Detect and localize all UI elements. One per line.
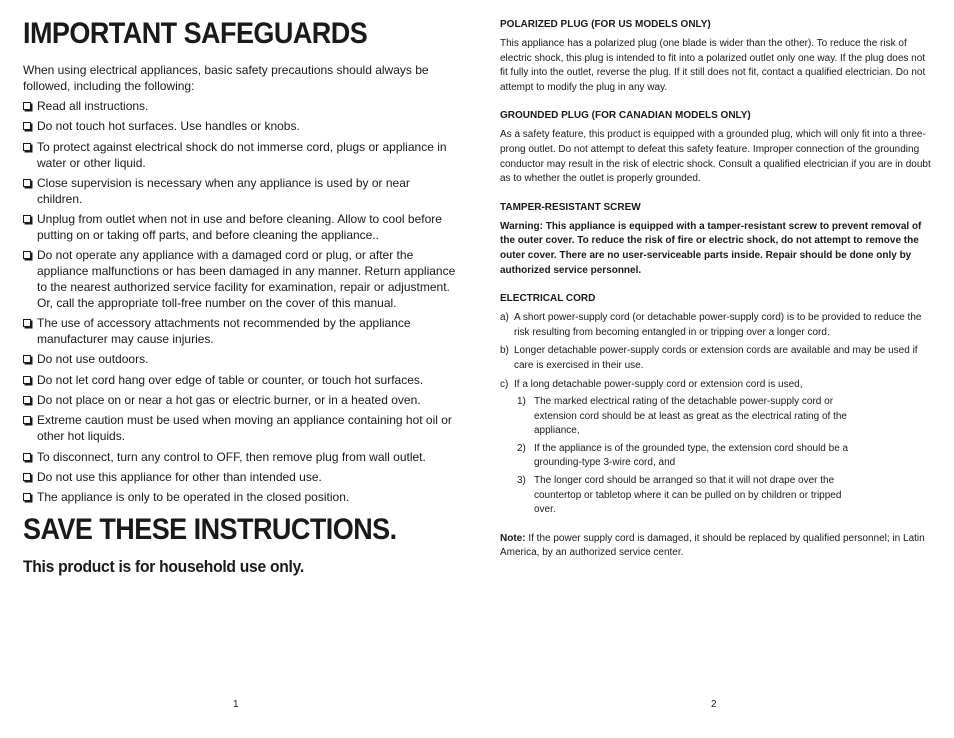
safeguard-text: The use of accessory attachments not recommended by the appliance manufacturer may cause injuries.	[37, 316, 411, 346]
section-heading: GROUNDED PLUG (FOR CANADIAN MODELS ONLY)	[500, 110, 751, 122]
safeguard-text: Close supervision is necessary when any appliance is used by or near children.	[37, 175, 410, 206]
grounded-plug-section	[500, 109, 935, 186]
cord-sub-item	[517, 474, 859, 518]
list-item-text: If the appliance is of the grounded type, the extension cord should be a grounding-type 3-wire cord, and	[534, 442, 849, 469]
safeguard-item	[23, 393, 457, 409]
safeguard-text: Do not operate any appliance with a damaged cord or plug, or after the appliance malfunctions or has been damaged in any manner. Return appliance to the nearest authorized service facility for examination, repair or adjustment. Or, call the appropriate toll-free number on the cover of this manual.	[37, 248, 456, 310]
save-instructions-heading: SAVE THESE INSTRUCTIONS.	[23, 513, 397, 546]
safeguard-text: Unplug from outlet when not in use and before cleaning. Allow to cool before putting on or taking off parts, and before cleaning the appliance..	[37, 212, 442, 242]
list-marker: a)	[500, 312, 509, 324]
safeguard-text: Do not touch hot surfaces. Use handles or knobs.	[37, 119, 300, 134]
section-body: This appliance has a polarized plug (one blade is wider than the other). To reduce the risk of electric shock, this plug is intended to fit into a polarized outlet only one way. If the plug does not fit fully into the outlet, reverse the plug. If it still does not fit, contact a qualified electrician. Do not attempt to modify the plug in any way.	[500, 38, 926, 93]
checkbox-icon	[23, 376, 31, 384]
list-item-text: A short power-supply cord (or detachable power-supply cord) is to be provided to reduce the risk resulting from becoming entangled in or tripping over a longer cord.	[514, 312, 922, 338]
section-body: As a safety feature, this product is equipped with a grounded plug, which will only fit into a three-prong outlet. Do not attempt to defeat this safety feature. Improper connection of the grounding conductor may result in the risk of electric shock. Consult a qualified electrician if you are in doubt as to whether the outlet is properly grounded.	[500, 129, 931, 185]
right-page	[477, 0, 954, 738]
cord-sub-list	[514, 395, 859, 518]
safeguard-item	[23, 176, 457, 208]
safeguard-text: To protect against electrical shock do not immerse cord, plugs or appliance in water or other liquid.	[37, 139, 447, 170]
safeguard-text: Do not place on or near a hot gas or electric burner, or in a heated oven.	[37, 393, 421, 408]
safeguard-item	[23, 373, 457, 389]
section-heading: TAMPER-RESISTANT SCREW	[500, 201, 641, 213]
safeguard-text: Extreme caution must be used when moving an appliance containing hot oil or other hot liquids.	[37, 413, 452, 444]
list-item-text: If a long detachable power-supply cord or extension cord is used,	[514, 378, 803, 390]
list-marker: c)	[500, 378, 509, 390]
safeguard-item	[23, 470, 457, 486]
safeguard-item	[23, 212, 457, 244]
power-cord-note	[500, 532, 935, 561]
cord-sub-item	[517, 442, 859, 471]
list-item-text: The marked electrical rating of the detachable power-supply cord or extension cord should be at least as great as the electrical rating of the appliance,	[534, 396, 847, 437]
checkbox-icon	[23, 355, 31, 363]
note-text: If the power supply cord is damaged, it should be replaced by qualified personnel; in Latin America, by an authorized service center.	[500, 532, 925, 559]
checkbox-icon	[23, 179, 31, 187]
safeguard-text: The appliance is only to be operated in the closed position.	[37, 490, 350, 505]
checkbox-icon	[23, 215, 31, 223]
list-item-text: Longer detachable power-supply cords or extension cords are available and may be used if care is exercised in their use.	[514, 345, 918, 371]
electrical-cord-section	[500, 292, 935, 518]
household-use-note: This product is for household use only.	[23, 557, 304, 576]
page-title: IMPORTANT SAFEGUARDS	[23, 17, 368, 50]
cord-list-item	[500, 344, 935, 373]
safeguard-item	[23, 140, 457, 172]
list-item-text: The longer cord should be arranged so that it will not drape over the countertop or tabletop where it can be pulled on by children or tripped over.	[534, 475, 842, 516]
safeguard-list	[23, 99, 457, 511]
safeguard-item	[23, 413, 457, 445]
list-marker: 3)	[517, 475, 526, 487]
safeguard-text: Do not let cord hang over edge of table or counter, or touch hot surfaces.	[37, 372, 424, 387]
checkbox-icon	[23, 396, 31, 404]
page-number: 1	[233, 699, 239, 710]
safeguard-item	[23, 352, 457, 368]
safeguard-text: Read all instructions.	[37, 99, 149, 113]
safeguard-item	[23, 99, 457, 115]
checkbox-icon	[23, 416, 31, 424]
cord-list	[500, 311, 935, 518]
checkbox-icon	[23, 122, 31, 130]
safeguard-item	[23, 450, 457, 466]
cord-list-item	[500, 311, 935, 340]
page-number: 2	[711, 699, 717, 710]
polarized-plug-section	[500, 18, 935, 95]
safeguard-text: Do not use this appliance for other than intended use.	[37, 470, 322, 485]
list-marker: 2)	[517, 442, 526, 454]
checkbox-icon	[23, 102, 31, 110]
section-heading: ELECTRICAL CORD	[500, 293, 596, 305]
tamper-resistant-screw-section	[500, 201, 935, 278]
safeguard-item	[23, 119, 457, 135]
warning-text: Warning: This appliance is equipped with a tamper-resistant screw to prevent removal of the outer cover. To reduce the risk of fire or electric shock, do not attempt to remove the outer cover. There are no user-serviceable parts inside. Repair should be done only by authorized service personnel.	[500, 220, 922, 276]
safeguard-text: Do not use outdoors.	[37, 352, 149, 367]
cord-list-item	[500, 378, 935, 518]
safeguard-item	[23, 316, 457, 348]
checkbox-icon	[23, 453, 31, 461]
safeguard-item	[23, 248, 457, 311]
checkbox-icon	[23, 319, 31, 327]
intro-text: When using electrical appliances, basic safety precautions should always be followed, including the following:	[23, 63, 429, 93]
note-label: Note:	[500, 532, 526, 544]
safeguard-item	[23, 490, 457, 506]
checkbox-icon	[23, 143, 31, 151]
safeguard-text: To disconnect, turn any control to OFF, then remove plug from wall outlet.	[37, 449, 426, 464]
checkbox-icon	[23, 493, 31, 501]
right-page-content	[500, 18, 935, 561]
checkbox-icon	[23, 473, 31, 481]
list-marker: 1)	[517, 396, 526, 408]
section-heading: POLARIZED PLUG (FOR US MODELS ONLY)	[500, 19, 711, 30]
checkbox-icon	[23, 251, 31, 259]
cord-sub-item	[517, 395, 859, 439]
list-marker: b)	[500, 345, 509, 357]
